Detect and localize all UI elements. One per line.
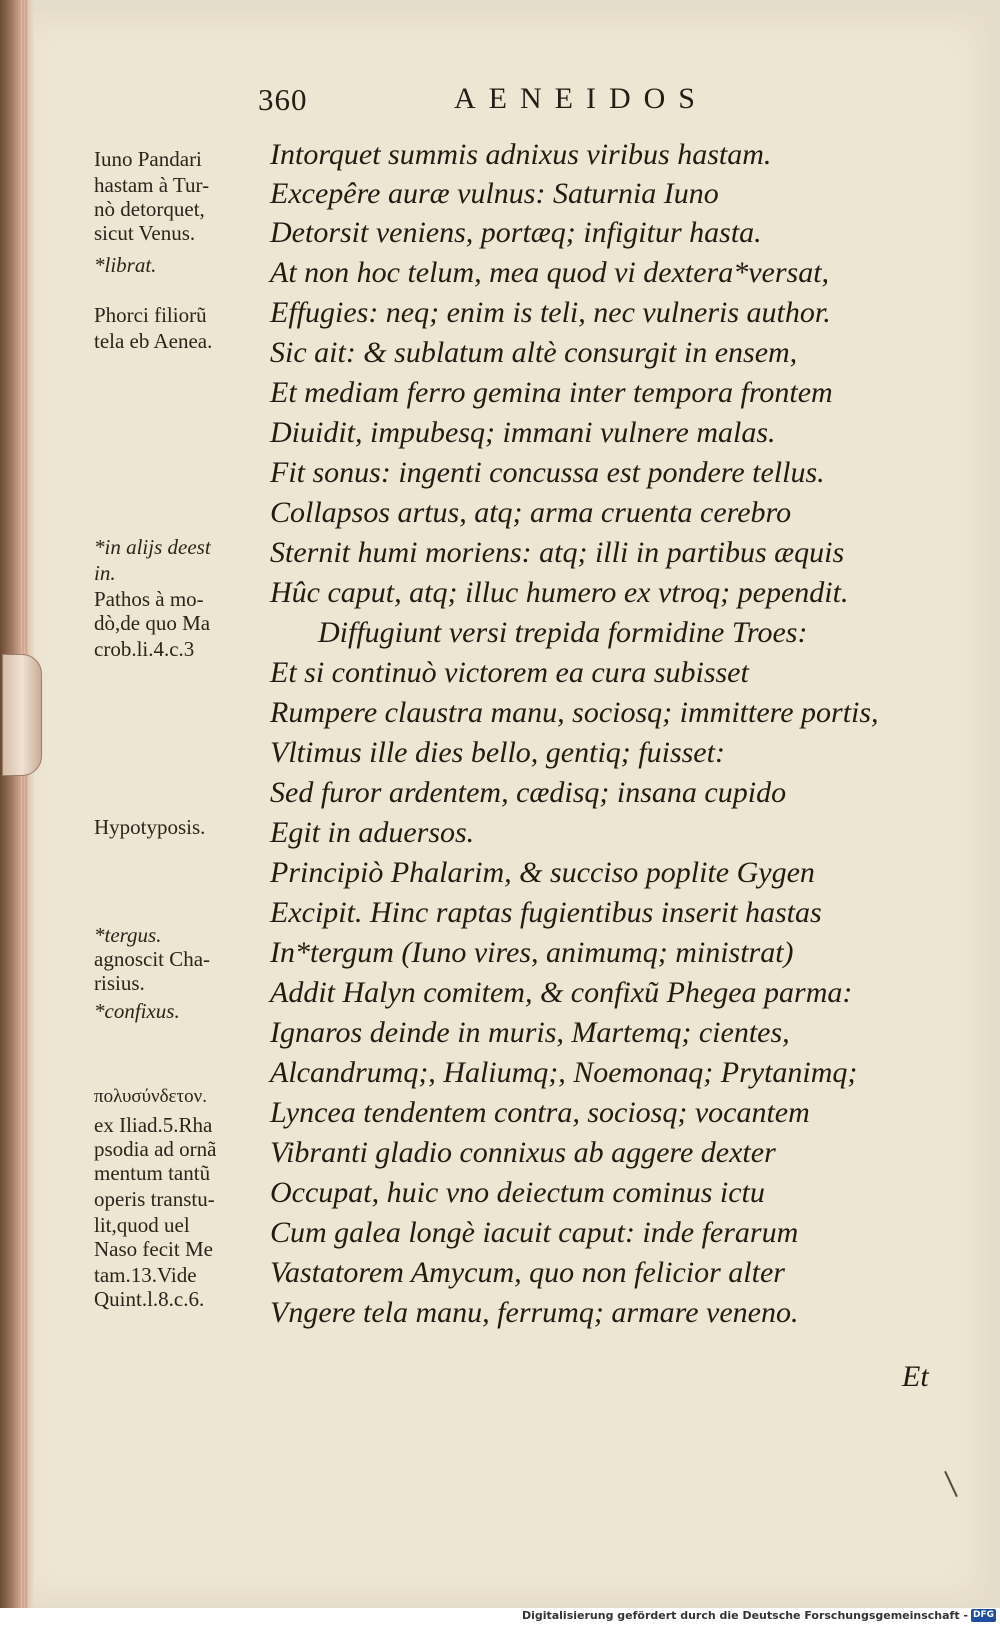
- verse-line: Sternit humi moriens: atq; illi in partibus æquis: [270, 536, 845, 569]
- marginal-gloss: risius.: [94, 971, 145, 995]
- page-clip: [2, 654, 42, 776]
- marginal-gloss: tela eb Aenea.: [94, 329, 213, 353]
- digitization-credit: Digitalisierung gefördert durch die Deutsche Forschungsgemeinschaft -: [521, 1609, 968, 1622]
- verse-line: Vibranti gladio connixus ab aggere dexter: [270, 1136, 776, 1169]
- verse-line: Et si continuò victorem ea cura subisset: [270, 656, 749, 689]
- verse-line: Alcandrumq;, Haliumq;, Noemonaq; Prytanimq;: [270, 1056, 858, 1089]
- marginal-gloss: ex Iliad.5.Rha: [94, 1113, 213, 1137]
- verse-line: Cum galea longè iacuit caput: inde ferarum: [270, 1216, 799, 1249]
- book-spine: [0, 0, 34, 1608]
- verse-line: Hûc caput, atq; illuc humero ex vtroq; pependit.: [270, 576, 849, 609]
- verse-line: Diffugiunt versi trepida formidine Troes:: [318, 616, 808, 649]
- marginal-gloss: *librat.: [94, 253, 157, 277]
- verse-line: Vngere tela manu, ferrumq; armare veneno.: [270, 1296, 799, 1329]
- verse-line: Excipit. Hinc raptas fugientibus inserit hastas: [270, 896, 822, 929]
- verse-line: Principiò Phalarim, & succiso poplite Gygen: [270, 856, 815, 889]
- marginal-gloss: πολυσύνδετον.: [94, 1086, 208, 1107]
- verse-line: Fit sonus: ingenti concussa est pondere tellus.: [270, 456, 825, 489]
- marginal-gloss: in.: [94, 561, 116, 585]
- verse-line: Diuidit, impubesq; immani vulnere malas.: [270, 416, 776, 449]
- verse-line: Rumpere claustra manu, sociosq; immittere portis,: [270, 696, 879, 729]
- verse-line: Lyncea tendentem contra, sociosq; vocantem: [270, 1096, 810, 1129]
- marginal-gloss: Quint.l.8.c.6.: [94, 1287, 205, 1311]
- running-title: AENEIDOS: [454, 82, 708, 115]
- marginal-gloss: Phorci filiorũ: [94, 303, 207, 327]
- marginal-gloss: nò detorquet,: [94, 197, 205, 221]
- marginal-gloss: Hypotyposis.: [94, 815, 206, 839]
- verse-line: Sed furor ardentem, cædisq; insana cupido: [270, 776, 787, 809]
- verse-line: Occupat, huic vno deiectum cominus ictu: [270, 1176, 765, 1209]
- marginal-gloss: agnoscit Cha-: [94, 947, 211, 971]
- catchword: Et: [902, 1360, 929, 1393]
- dfg-logo-icon: DFG: [972, 1610, 994, 1620]
- marginal-gloss: mentum tantũ: [94, 1161, 211, 1185]
- verse-line: Effugies: neq; enim is teli, nec vulneris author.: [270, 296, 831, 329]
- verse-line: At non hoc telum, mea quod vi dextera*versat,: [270, 256, 830, 289]
- marginal-gloss: crob.li.4.c.3: [94, 637, 195, 661]
- verse-line: Intorquet summis adnixus viribus hastam.: [270, 138, 772, 171]
- marginal-gloss: Naso fecit Me: [94, 1237, 213, 1261]
- marginal-gloss: *tergus.: [94, 923, 162, 947]
- marginal-gloss: Pathos à mo-: [94, 587, 204, 611]
- marginal-gloss: hastam à Tur-: [94, 173, 210, 197]
- page-header: [258, 82, 798, 124]
- marginal-gloss: tam.13.Vide: [94, 1263, 197, 1287]
- marginal-gloss: *in alijs deest: [94, 535, 211, 559]
- page-edges: [20, 0, 28, 1608]
- verse-line: Addit Halyn comitem, & confixũ Phegea parma:: [270, 976, 853, 1009]
- marginal-gloss: lit,quod uel: [94, 1213, 190, 1237]
- marginal-gloss: operis transtu-: [94, 1187, 215, 1211]
- verse-line: Excepêre auræ vulnus: Saturnia Iuno: [270, 177, 719, 210]
- verse-line: Egit in aduersos.: [270, 816, 475, 849]
- verse-line: Vltimus ille dies bello, gentiq; fuisset:: [270, 736, 725, 769]
- verse-line: Vastatorem Amycum, quo non felicior alter: [270, 1256, 785, 1289]
- marginal-gloss: *confixus.: [94, 999, 180, 1023]
- verse-line: Ignaros deinde in muris, Martemq; cientes,: [270, 1016, 790, 1049]
- verse-line: Collapsos artus, atq; arma cruenta cerebro: [270, 496, 792, 529]
- marginal-gloss: dò,de quo Ma: [94, 611, 211, 635]
- verse-line: Detorsit veniens, portæq; infigitur hasta.: [270, 216, 762, 249]
- marginal-gloss: sicut Venus.: [94, 221, 196, 245]
- verse-line: Sic ait: & sublatum altè consurgit in ensem,: [270, 336, 798, 369]
- marginal-gloss: psodia ad ornã: [94, 1137, 217, 1161]
- page-number: 360: [258, 82, 308, 117]
- verse-line: In*tergum (Iuno vires, animumq; ministrat): [270, 936, 794, 969]
- verse-line: Et mediam ferro gemina inter tempora frontem: [270, 376, 833, 409]
- marginal-gloss: Iuno Pandari: [94, 147, 202, 171]
